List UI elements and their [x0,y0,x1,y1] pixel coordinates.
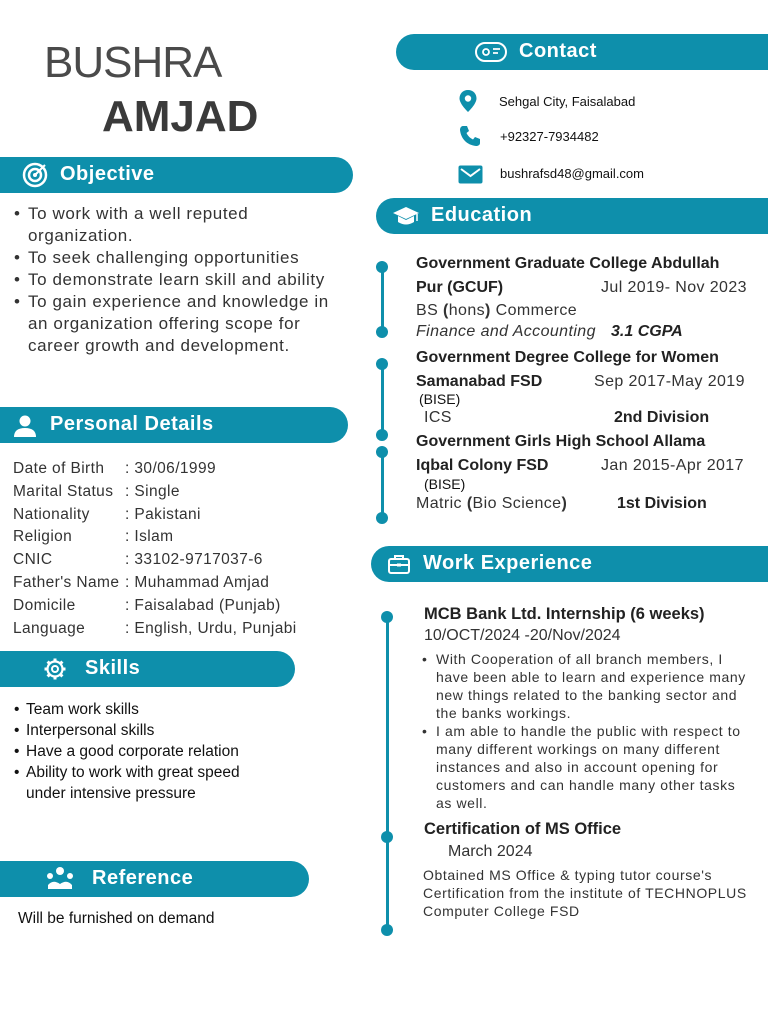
edu2-dates: Sep 2017-May 2019 [594,373,745,390]
edu1-paren-close: ) [485,302,491,319]
briefcase-icon [388,554,410,574]
work1-dates: 10/OCT/2024 -20/Nov/2024 [424,627,621,644]
objective-header [0,157,353,193]
domicile-label: Domicile [13,597,76,614]
timeline-dot [381,831,393,843]
edu3-institution: Government Girls High School Allama [416,433,706,450]
timeline-dot [376,326,388,338]
phone-icon [458,124,482,148]
timeline-line [381,363,384,435]
list-item: • Have a good corporate relation [12,741,272,762]
edu3-institution-cont: Iqbal Colony FSD [416,457,549,474]
edu1-degree-suffix: Commerce [490,302,578,319]
last-name: AMJAD [102,92,259,141]
edu2-institution: Government Degree College for Women [416,349,719,366]
timeline-dot [376,446,388,458]
dob-label: Date of Birth [13,460,105,477]
email-icon [458,165,483,184]
list-item: • To gain experience and knowledge in an organization offering scope for career growth and development. [8,291,338,357]
target-icon [22,162,48,188]
work2-title: Certification of MS Office [424,820,622,838]
work-experience-title: Work Experience [423,552,593,574]
timeline-dot [376,429,388,441]
edu2-grade: 2nd Division [614,409,710,426]
list-item: • I am able to handle the public with respect to many different workings on many different instances and also in account opening for customers and can handle many other tasks as well. [416,722,752,812]
edu3-dates: Jan 2015-Apr 2017 [601,457,744,474]
marital-value: : Single [125,483,180,500]
edu1-subject: Finance and Accounting [416,323,596,340]
objective-list [8,203,338,357]
cnic-label: CNIC [13,551,53,568]
graduation-cap-icon [392,205,420,229]
edu3-degree-mid: Bio Science [472,495,562,512]
edu2-institution-cont: Samanabad FSD [416,373,543,390]
edu3-grade: 1st Division [617,495,707,512]
timeline-line [386,616,389,929]
skills-title: Skills [85,657,141,679]
personal-details-header [0,407,348,443]
list-item: • With Cooperation of all branch members, I have been able to learn and experience many new things related to the banking sector and the banks workings. [416,650,752,722]
timeline-dot [376,512,388,524]
timeline-line [381,451,384,518]
father-label: Father's Name [13,574,120,591]
email-text: bushrafsd48@gmail.com [500,166,644,181]
language-value: : English, Urdu, Punjabi [125,620,297,637]
edu3-degree [416,495,567,513]
edu2-board: (BISE) [419,391,461,407]
edu1-degree-mid: hons [448,302,486,319]
objective-title: Objective [60,163,155,185]
personal-details-title: Personal Details [50,413,214,435]
edu1-institution: Government Graduate College Abdullah [416,255,720,272]
timeline-dot [381,611,393,623]
education-title: Education [431,204,533,226]
education-header [376,198,768,234]
reference-header [0,861,309,897]
domicile-value: : Faisalabad (Punjab) [125,597,281,614]
timeline-dot [381,924,393,936]
handshake-icon [45,865,75,893]
edu1-grade: 3.1 CGPA [611,323,683,340]
contact-title: Contact [519,40,597,62]
work2-description: Obtained MS Office & typing tutor course's Certification from the institute of TECHNOPLUS Computer College FSD [423,867,747,919]
reference-title: Reference [92,867,194,889]
list-item: • Ability to work with great speed under intensive pressure [12,762,272,804]
skills-list [12,699,272,804]
edu1-institution-cont: Pur (GCUF) [416,279,504,296]
contact-icon [474,40,508,64]
religion-value: : Islam [125,528,174,545]
gear-icon [43,657,67,681]
skills-header [0,651,295,687]
reference-text: Will be furnished on demand [18,910,215,927]
list-item: • To demonstrate learn skill and ability [8,269,338,291]
timeline-dot [376,358,388,370]
address-text: Sehgal City, Faisalabad [499,94,636,109]
work1-title: MCB Bank Ltd. Internship (6 weeks) [424,605,705,623]
cnic-value: : 33102-9717037-6 [125,551,263,568]
edu3-board: (BISE) [424,476,466,492]
edu3-degree-prefix: Matric [416,495,467,512]
work1-points [416,650,752,812]
edu1-dates: Jul 2019- Nov 2023 [601,279,747,296]
religion-label: Religion [13,528,73,545]
nationality-value: : Pakistani [125,506,201,523]
edu3-paren-close: ) [561,495,568,512]
list-item: • To work with a well reputed organization. [8,203,338,247]
father-value: : Muhammad Amjad [125,574,270,591]
timeline-dot [376,261,388,273]
timeline-line [381,266,384,332]
edu1-degree [416,302,577,320]
phone-text: +92327-7934482 [500,129,599,144]
list-item: • Interpersonal skills [12,720,272,741]
nationality-label: Nationality [13,506,90,523]
edu1-degree-prefix: BS [416,302,443,319]
dob-value: : 30/06/1999 [125,460,216,477]
user-icon [12,413,38,439]
edu2-degree: ICS [424,409,452,426]
first-name: BUSHRA [44,38,222,87]
edu1-paren-open: ( [443,302,449,319]
list-item: • Team work skills [12,699,272,720]
contact-header [396,34,768,70]
work2-dates: March 2024 [448,843,533,860]
list-item: • To seek challenging opportunities [8,247,338,269]
marital-label: Marital Status [13,483,114,500]
work-experience-header [371,546,768,582]
location-icon [458,89,478,113]
edu3-paren-open: ( [466,495,473,512]
language-label: Language [13,620,86,637]
